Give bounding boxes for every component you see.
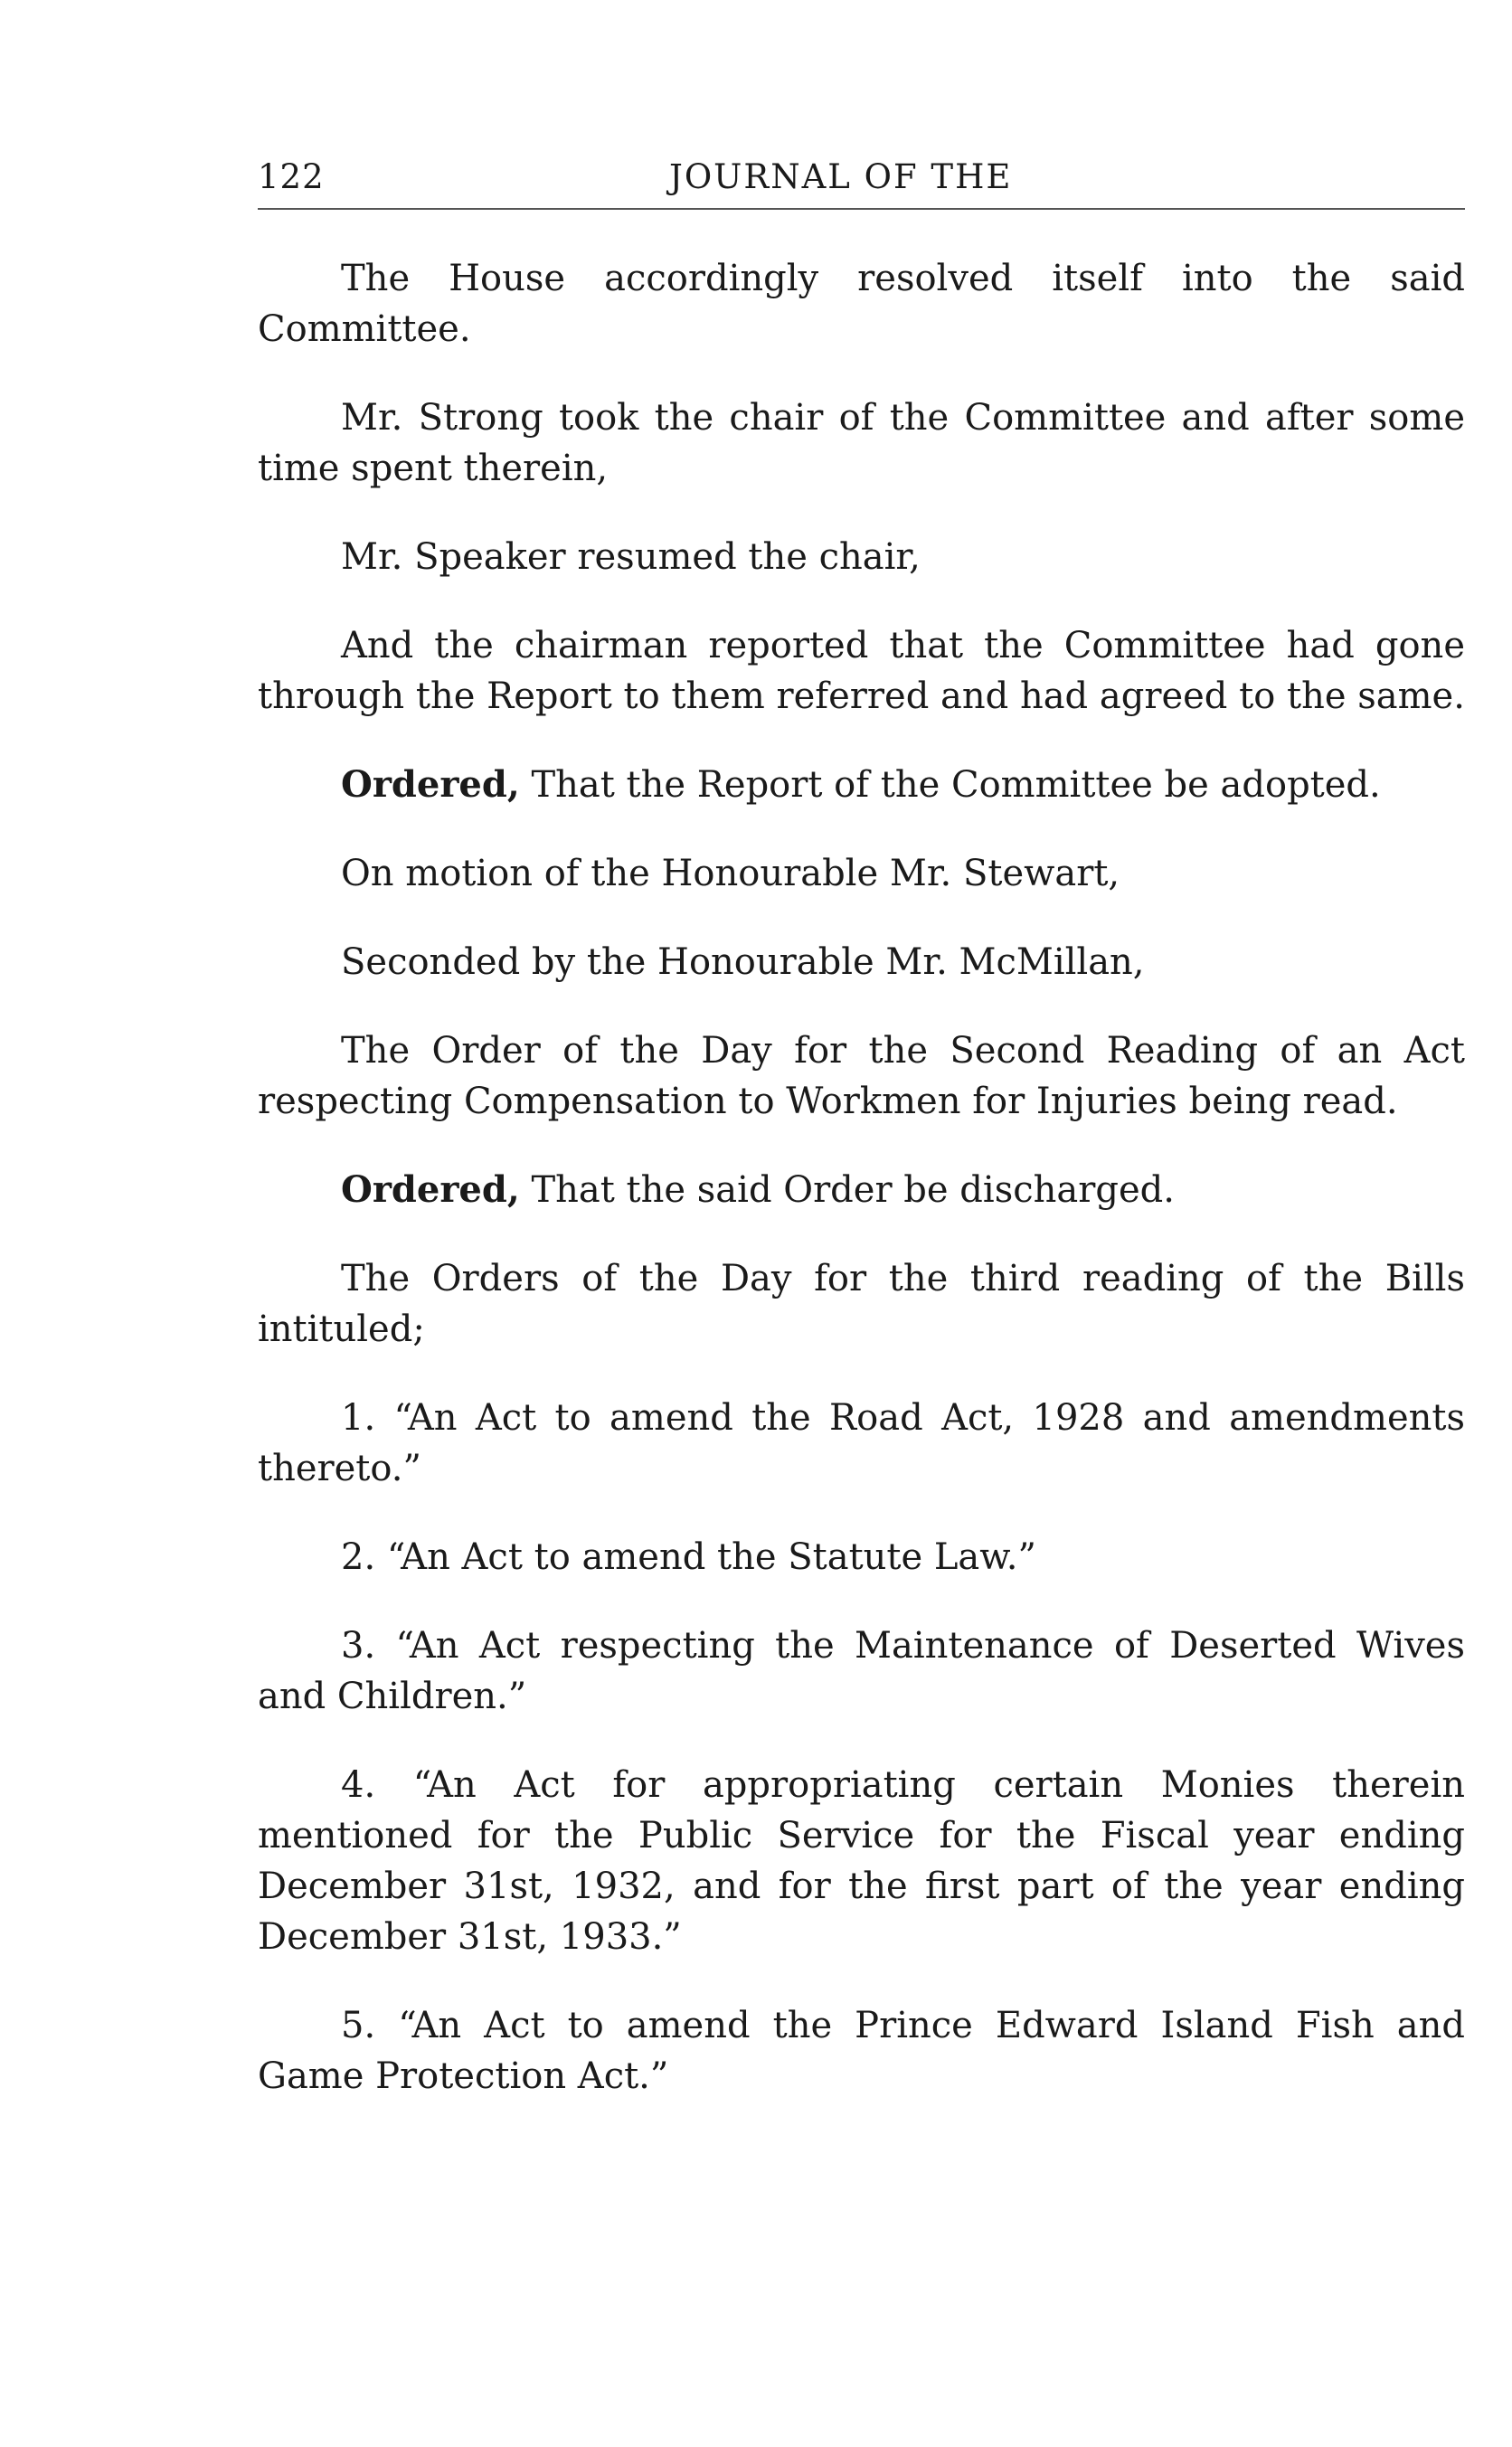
bill-number: 4. [341, 1764, 376, 1806]
paragraph: Seconded by the Honourable Mr. McMillan, [341, 941, 1145, 983]
body-text [258, 253, 1465, 2102]
bill-item [258, 1532, 1465, 1583]
bill-item [258, 1620, 1465, 1722]
bill-title: “An Act to amend the Road Act, 1928 and amendments thereto.” [258, 1397, 1465, 1489]
journal-page [258, 154, 1465, 2140]
paragraph: The Orders of the Day for the third reading of the Bills intituled; [258, 1258, 1465, 1350]
ordered-text: That the said Order be discharged. [519, 1169, 1175, 1211]
ordered-label: Ordered, [341, 763, 520, 806]
page-number: 122 [258, 157, 325, 196]
bill-number: 5. [341, 2005, 376, 2046]
bill-item [258, 1760, 1465, 1962]
bill-title: “An Act to amend the Statute Law.” [375, 1536, 1036, 1578]
paragraph: The House accordingly resolved itself into the said Committee. [258, 258, 1465, 350]
paragraph: The Order of the Day for the Second Reading of an Act respecting Compensation to Workmen for Injuries being read. [258, 1030, 1465, 1122]
paragraph: And the chairman reported that the Committee had gone through the Report to them referred and had agreed to the same. [258, 625, 1465, 717]
paragraph-ordered [258, 760, 1465, 810]
bill-title: “An Act to amend the Prince Edward Island Fish and Game Protection Act.” [258, 2005, 1465, 2097]
running-head: JOURNAL OF THE [669, 157, 1013, 196]
ordered-label: Ordered, [341, 1168, 520, 1211]
paragraph: On motion of the Honourable Mr. Stewart, [341, 853, 1120, 894]
bill-title: “An Act respecting the Maintenance of Deserted Wives and Children.” [258, 1625, 1465, 1717]
paragraph: Mr. Speaker resumed the chair, [341, 536, 921, 578]
bill-number: 2. [341, 1536, 376, 1578]
bill-item [258, 1393, 1465, 1494]
bill-number: 3. [341, 1625, 376, 1667]
paragraph: Mr. Strong took the chair of the Committee and after some time spent therein, [258, 397, 1465, 489]
bill-number: 1. [341, 1397, 376, 1439]
page-header [258, 154, 1465, 210]
bill-item [258, 2000, 1465, 2102]
ordered-text: That the Report of the Committee be adopted. [519, 764, 1381, 806]
bill-title: “An Act for appropriating certain Monies therein mentioned for the Public Service for the Fiscal year ending December 31st, 1932, and for the first part of the year ending December 31st, 1933.” [258, 1764, 1465, 1958]
paragraph-ordered [258, 1165, 1465, 1215]
